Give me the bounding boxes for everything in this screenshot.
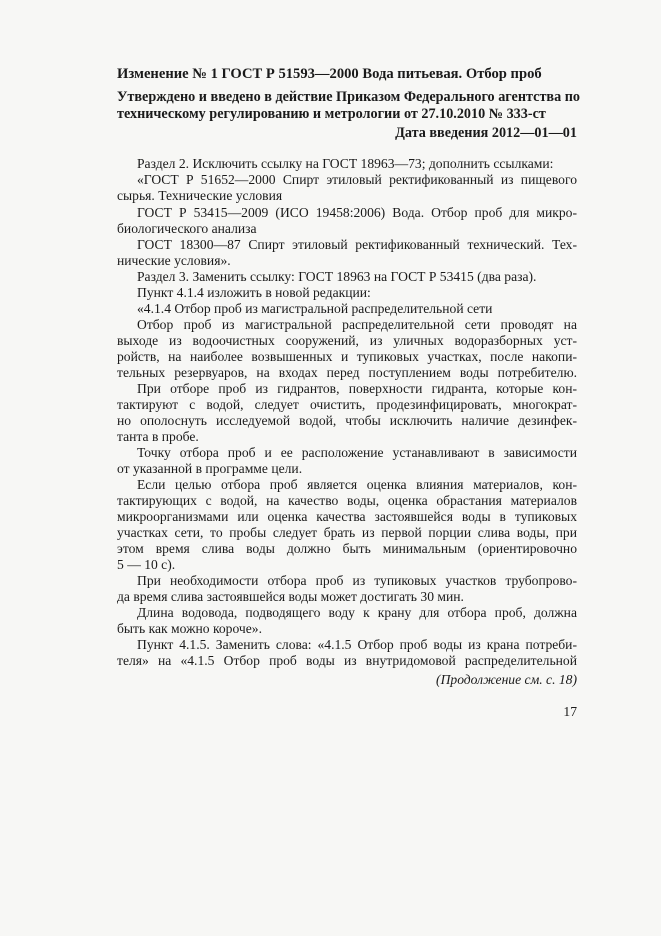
- body-line: При необходимости отбора проб из тупиковых участков трубопрово-: [137, 573, 577, 588]
- body-line: ройств, на наиболее возвышенных и тупиковых участках, после накопи-: [117, 349, 577, 364]
- body-line: сырья. Технические условия: [117, 188, 283, 203]
- approval-line: техническому регулированию и метрологии от 27.10.2010 № 333-ст: [117, 106, 546, 122]
- body-line: микроорганизмами или оценка качества застоявшейся воды в тупиковых: [117, 509, 577, 524]
- body-line: 5 — 10 с).: [117, 557, 176, 572]
- body-line: нические условия».: [117, 253, 231, 268]
- body-line: но ополоснуть исследуемой водой, чтобы исключить наличие дезинфек-: [117, 413, 577, 428]
- body-line: быть как можно короче».: [117, 621, 262, 636]
- body-line: Точку отбора проб и ее расположение устанавливают в зависимости: [137, 445, 577, 460]
- page-number: 17: [563, 704, 577, 719]
- document-title: Изменение № 1 ГОСТ Р 51593—2000 Вода питьевая. Отбор проб: [117, 66, 542, 82]
- body-line: выходе из водоочистных сооружений, из уличных водоразборных уст-: [117, 333, 577, 348]
- body-line: тактирующих с водой, на качество воды, оценка обрастания материалов: [117, 493, 577, 508]
- body-line: Пункт 4.1.5. Заменить слова: «4.1.5 Отбор проб воды из крана потреби-: [137, 637, 577, 652]
- body-line: тактируют с водой, следует очистить, продезинфицировать, многократ-: [117, 397, 577, 412]
- body-line: тельных резервуаров, на входах перед поступлением воды потребителю.: [117, 365, 577, 380]
- body-line: При отборе проб из гидрантов, поверхности гидранта, которые кон-: [137, 381, 577, 396]
- body-line: да время слива застоявшейся воды может достигать 30 мин.: [117, 589, 464, 604]
- body-line: Отбор проб из магистральной распределительной сети проводят на: [137, 317, 577, 332]
- body-line: ГОСТ 18300—87 Спирт этиловый ректификованный технический. Тех-: [137, 237, 577, 252]
- body-line: этом время слива воды должно быть минимальным (ориентировочно: [117, 541, 577, 556]
- body-line: теля» на «4.1.5 Отбор проб воды из внутридомовой распределительной: [117, 653, 577, 668]
- approval-line: Утверждено и введено в действие Приказом Федерального агентства по: [117, 89, 580, 105]
- continuation-note: (Продолжение см. с. 18): [436, 672, 577, 687]
- effective-date: Дата введения 2012—01—01: [395, 125, 577, 141]
- body-line: Раздел 3. Заменить ссылку: ГОСТ 18963 на ГОСТ Р 53415 (два раза).: [137, 269, 537, 284]
- body-line: биологического анализа: [117, 221, 257, 236]
- body-line: «ГОСТ Р 51652—2000 Спирт этиловый ректификованный из пищевого: [137, 172, 577, 187]
- body-line: Длина водовода, подводящего воду к крану для отбора проб, должна: [137, 605, 577, 620]
- body-line: «4.1.4 Отбор проб из магистральной распределительной сети: [137, 301, 493, 316]
- body-line: Пункт 4.1.4 изложить в новой редакции:: [137, 285, 371, 300]
- body-line: от указанной в программе цели.: [117, 461, 303, 476]
- body-line: Если целью отбора проб является оценка влияния материалов, кон-: [137, 477, 577, 492]
- body-line: танта в пробе.: [117, 429, 199, 444]
- body-line: Раздел 2. Исключить ссылку на ГОСТ 18963—73; дополнить ссылками:: [137, 156, 554, 171]
- body-line: ГОСТ Р 53415—2009 (ИСО 19458:2006) Вода. Отбор проб для микро-: [137, 205, 577, 220]
- body-line: участках сети, то пробы следует брать из первой порции слива воды, при: [117, 525, 577, 540]
